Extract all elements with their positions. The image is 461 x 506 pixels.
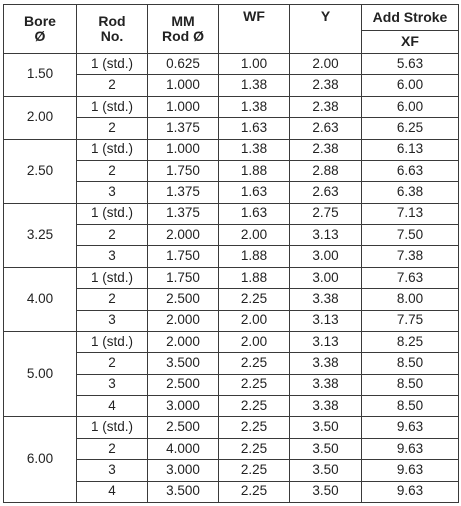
mm-rod-cell: 2.000 (148, 310, 219, 331)
mm-rod-cell: 2.500 (148, 289, 219, 310)
mm-rod-cell: 1.000 (148, 75, 219, 96)
table-row (4, 54, 459, 75)
wf-cell: 2.25 (219, 374, 290, 395)
y-cell: 3.38 (290, 374, 362, 395)
xf-cell: 8.50 (362, 396, 459, 417)
wf-cell: 2.25 (219, 460, 290, 481)
rod-no-cell: 2 (77, 75, 148, 96)
xf-cell: 7.75 (362, 310, 459, 331)
mm-rod-cell: 3.000 (148, 460, 219, 481)
table-row (4, 203, 459, 224)
wf-cell: 2.25 (219, 481, 290, 503)
bore-cell: 1.50 (4, 54, 77, 97)
rod-no-cell: 1 (std.) (77, 267, 148, 288)
xf-cell: 7.38 (362, 246, 459, 267)
xf-cell: 9.63 (362, 417, 459, 438)
y-cell: 3.13 (290, 331, 362, 352)
y-cell: 2.63 (290, 118, 362, 139)
mm-rod-cell: 3.500 (148, 353, 219, 374)
mm-rod-cell: 2.500 (148, 374, 219, 395)
xf-cell: 7.63 (362, 267, 459, 288)
mm-rod-cell: 1.375 (148, 182, 219, 203)
wf-cell: 1.63 (219, 182, 290, 203)
y-cell: 3.50 (290, 417, 362, 438)
mm-rod-cell: 4.000 (148, 438, 219, 459)
xf-cell: 6.00 (362, 75, 459, 96)
rod-no-cell: 1 (std.) (77, 331, 148, 352)
mm-rod-cell: 2.000 (148, 331, 219, 352)
wf-cell: 2.25 (219, 417, 290, 438)
xf-cell: 6.13 (362, 139, 459, 160)
xf-cell: 8.25 (362, 331, 459, 352)
mm-rod-cell: 1.750 (148, 160, 219, 181)
table-body (4, 54, 459, 503)
header-y: Y (290, 5, 362, 54)
rod-no-cell: 3 (77, 182, 148, 203)
table-row (4, 139, 459, 160)
wf-cell: 1.88 (219, 246, 290, 267)
mm-rod-cell: 1.750 (148, 267, 219, 288)
rod-no-cell: 3 (77, 460, 148, 481)
rod-no-cell: 3 (77, 310, 148, 331)
bore-cell: 6.00 (4, 417, 77, 503)
rod-no-cell: 2 (77, 289, 148, 310)
mm-rod-cell: 3.000 (148, 396, 219, 417)
mm-rod-cell: 1.000 (148, 139, 219, 160)
header-rod-no: Rod No. (77, 5, 148, 54)
wf-cell: 2.00 (219, 310, 290, 331)
xf-cell: 9.63 (362, 460, 459, 481)
wf-cell: 1.63 (219, 118, 290, 139)
y-cell: 2.38 (290, 139, 362, 160)
y-cell: 3.13 (290, 225, 362, 246)
wf-cell: 2.25 (219, 353, 290, 374)
y-cell: 2.75 (290, 203, 362, 224)
rod-no-cell: 1 (std.) (77, 139, 148, 160)
rod-no-cell: 4 (77, 481, 148, 503)
bore-cell: 5.00 (4, 331, 77, 417)
mm-rod-cell: 1.750 (148, 246, 219, 267)
header-bore: Bore Ø (4, 5, 77, 54)
y-cell: 3.38 (290, 396, 362, 417)
xf-cell: 6.25 (362, 118, 459, 139)
rod-no-cell: 1 (std.) (77, 54, 148, 75)
wf-cell: 1.00 (219, 54, 290, 75)
y-cell: 3.38 (290, 353, 362, 374)
table-header (4, 5, 459, 54)
rod-no-cell: 2 (77, 353, 148, 374)
table-row (4, 96, 459, 117)
xf-cell: 8.50 (362, 374, 459, 395)
mm-rod-cell: 0.625 (148, 54, 219, 75)
wf-cell: 1.63 (219, 203, 290, 224)
y-cell: 2.38 (290, 96, 362, 117)
xf-cell: 5.63 (362, 54, 459, 75)
rod-no-cell: 3 (77, 374, 148, 395)
rod-no-cell: 2 (77, 438, 148, 459)
y-cell: 2.00 (290, 54, 362, 75)
rod-no-cell: 1 (std.) (77, 203, 148, 224)
xf-cell: 6.00 (362, 96, 459, 117)
wf-cell: 2.25 (219, 438, 290, 459)
mm-rod-cell: 2.500 (148, 417, 219, 438)
y-cell: 3.38 (290, 289, 362, 310)
wf-cell: 2.00 (219, 331, 290, 352)
wf-cell: 1.88 (219, 160, 290, 181)
header-wf: WF (219, 5, 290, 54)
rod-no-cell: 2 (77, 225, 148, 246)
y-cell: 2.63 (290, 182, 362, 203)
rod-no-cell: 1 (std.) (77, 96, 148, 117)
y-cell: 3.00 (290, 246, 362, 267)
rod-no-cell: 4 (77, 396, 148, 417)
mm-rod-cell: 1.000 (148, 96, 219, 117)
y-cell: 3.00 (290, 267, 362, 288)
y-cell: 3.50 (290, 481, 362, 503)
rod-no-cell: 1 (std.) (77, 417, 148, 438)
bore-cell: 3.25 (4, 203, 77, 267)
wf-cell: 1.88 (219, 267, 290, 288)
wf-cell: 1.38 (219, 75, 290, 96)
wf-cell: 1.38 (219, 139, 290, 160)
cylinder-dimensions-table (3, 4, 459, 503)
xf-cell: 6.38 (362, 182, 459, 203)
table-row (4, 331, 459, 352)
y-cell: 3.13 (290, 310, 362, 331)
y-cell: 2.38 (290, 75, 362, 96)
y-cell: 2.88 (290, 160, 362, 181)
table-row (4, 417, 459, 438)
wf-cell: 2.25 (219, 396, 290, 417)
bore-cell: 4.00 (4, 267, 77, 331)
table-row (4, 267, 459, 288)
rod-no-cell: 2 (77, 118, 148, 139)
y-cell: 3.50 (290, 438, 362, 459)
mm-rod-cell: 2.000 (148, 225, 219, 246)
wf-cell: 1.38 (219, 96, 290, 117)
wf-cell: 2.25 (219, 289, 290, 310)
wf-cell: 2.00 (219, 225, 290, 246)
xf-cell: 8.00 (362, 289, 459, 310)
mm-rod-cell: 3.500 (148, 481, 219, 503)
xf-cell: 7.13 (362, 203, 459, 224)
xf-cell: 9.63 (362, 481, 459, 503)
mm-rod-cell: 1.375 (148, 118, 219, 139)
bore-cell: 2.50 (4, 139, 77, 203)
header-xf: XF (362, 31, 459, 54)
y-cell: 3.50 (290, 460, 362, 481)
header-mm-rod: MM Rod Ø (148, 5, 219, 54)
header-add-stroke: Add Stroke (362, 5, 459, 31)
xf-cell: 9.63 (362, 438, 459, 459)
bore-cell: 2.00 (4, 96, 77, 139)
xf-cell: 7.50 (362, 225, 459, 246)
rod-no-cell: 2 (77, 160, 148, 181)
xf-cell: 6.63 (362, 160, 459, 181)
rod-no-cell: 3 (77, 246, 148, 267)
xf-cell: 8.50 (362, 353, 459, 374)
mm-rod-cell: 1.375 (148, 203, 219, 224)
